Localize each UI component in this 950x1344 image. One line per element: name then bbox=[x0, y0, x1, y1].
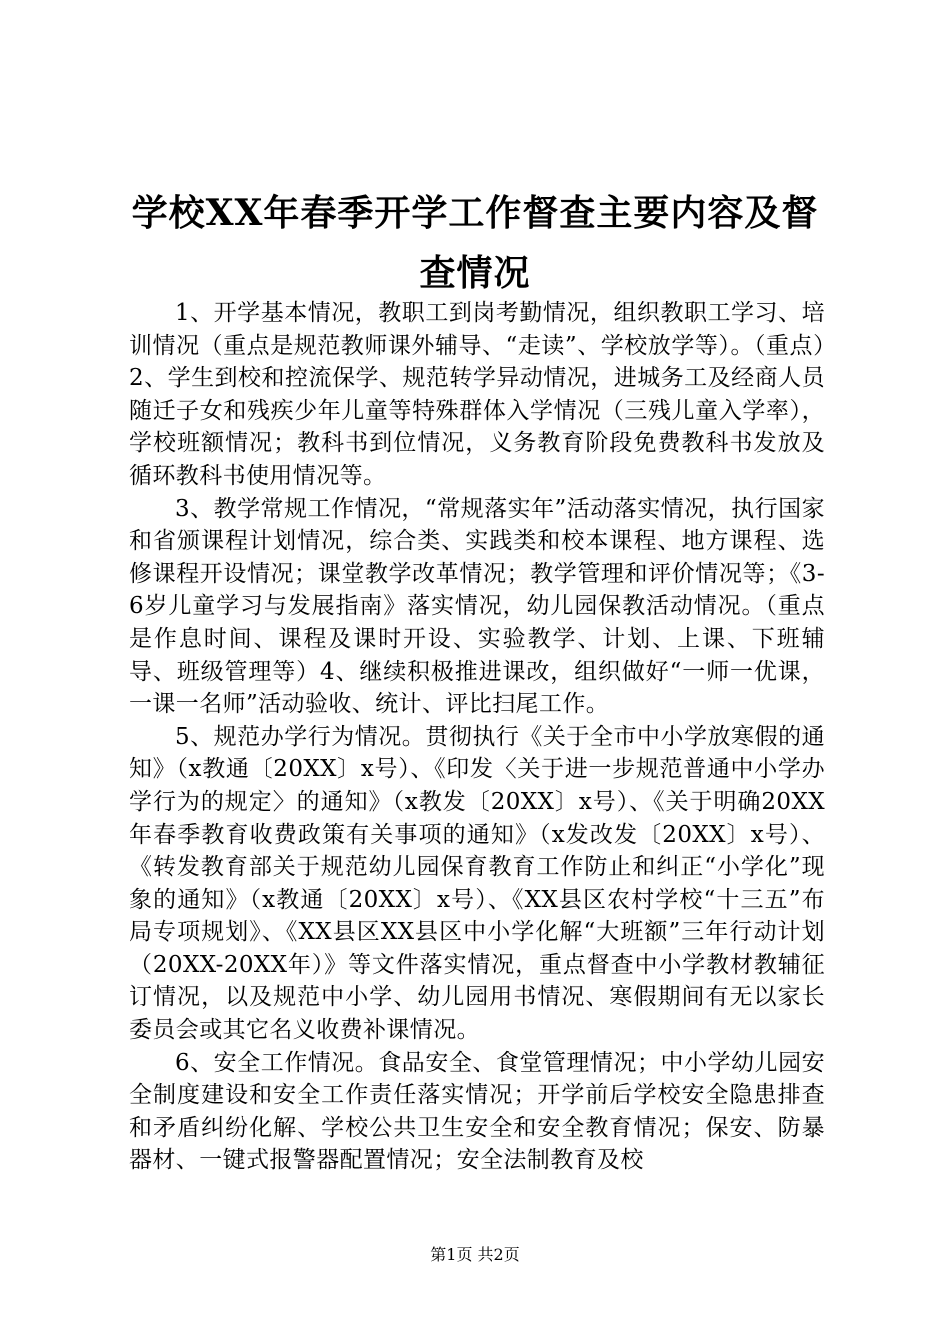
paragraph-teaching-routine: 3、教学常规工作情况，“常规落实年”活动落实情况，执行国家和省颁课程计划情况，综合类、实践类和校本课程、地方课程、选修课程开设情况；课堂教学改革情况；教学管理和评价情况等；《3-6岁儿童学习与发展指南》落实情况，幼儿园保教活动情况。（重点是作息时间、课程及课时开设、实验教学、计划、上课、下班辅导、班级管理等）4、继续积极推进课改，组织做好“一师一优课，一课一名师”活动验收、统计、评比扫尾工作。 bbox=[129, 495, 825, 718]
paragraph-school-conduct: 5、规范办学行为情况。贯彻执行《关于全市中小学放寒假的通知》（x教通〔20XX〕x号）、《印发〈关于进一步规范普通中小学办学行为的规定〉的通知》（x教发〔20XX〕x号）、《关于明确20XX年春季教育收费政策有关事项的通知》（x发改发〔20XX〕x号）、《转发教育部关于规范幼儿园保育教育工作防止和纠正“小学化”现象的通知》（x教通〔20XX〕x号）、《XX县区农村学校“十三五”布局专项规划》、《XX县区XX县区中小学化解“大班额”三年行动计划（20XX-20XX年）》等文件落实情况，重点督查中小学教材教辅征订情况，以及规范中小学、幼儿园用书情况、寒假期间有无以家长委员会或其它名义收费补课情况。 bbox=[129, 723, 825, 1044]
page-number-footer: 第1页 共2页 bbox=[430, 1245, 520, 1264]
paragraph-safety-work: 6、安全工作情况。食品安全、食堂管理情况；中小学幼儿园安全制度建设和安全工作责任落实情况；开学前后学校安全隐患排查和矛盾纠纷化解、学校公共卫生安全和安全教育情况；保安、防暴器材、一键式报警器配置情况；安全法制教育及校 bbox=[129, 1049, 825, 1174]
paragraph-basic-situation: 1、开学基本情况，教职工到岗考勤情况，组织教职工学习、培训情况（重点是规范教师课外辅导、“走读”、学校放学等）。（重点）2、学生到校和控流保学、规范转学异动情况，进城务工及经商人员随迁子女和残疾少年儿童等特殊群体入学情况（三残儿童入学率），学校班额情况；教科书到位情况，义务教育阶段免费教科书发放及循环教科书使用情况等。 bbox=[129, 300, 825, 489]
document-body bbox=[129, 297, 825, 1177]
document-title: 学校XX年春季开学工作督查主要内容及督查情况 bbox=[131, 192, 819, 294]
